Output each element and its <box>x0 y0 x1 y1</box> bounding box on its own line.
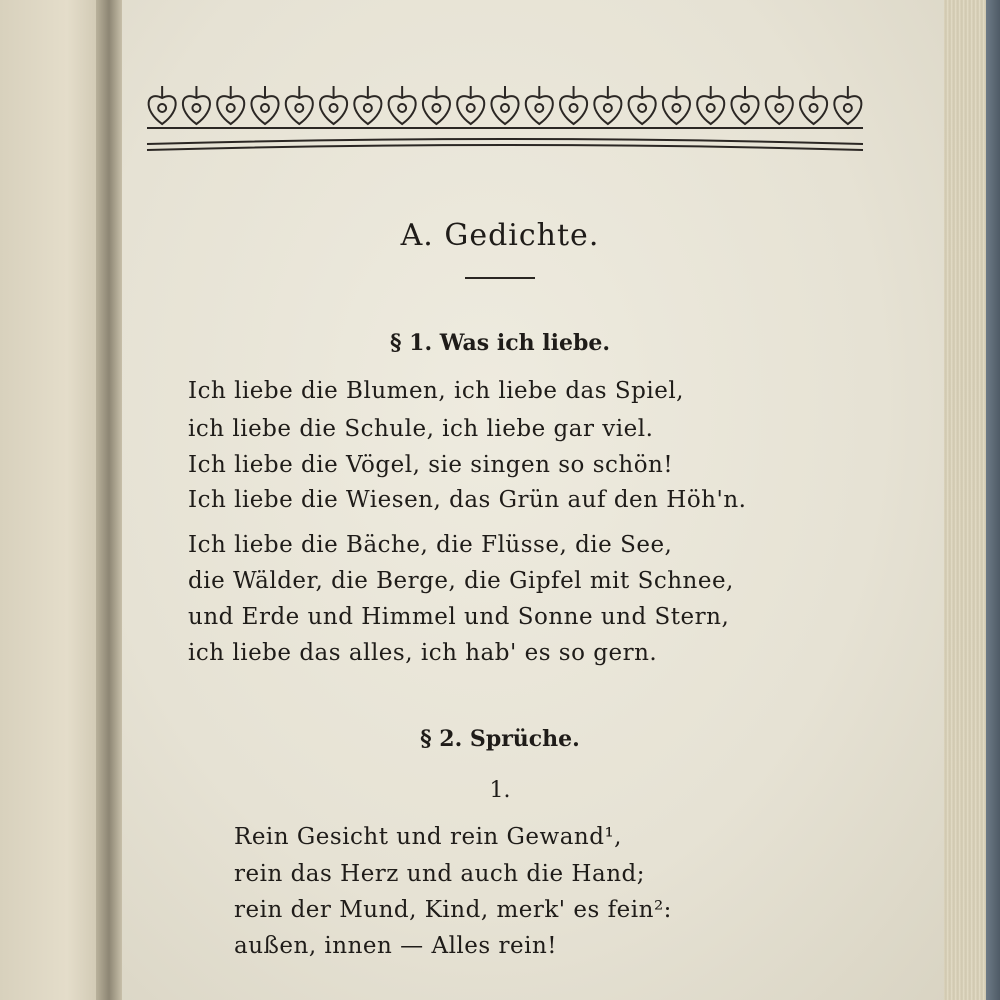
heart-ornament-dot <box>844 104 852 112</box>
heart-ornament-dot <box>192 104 200 112</box>
heart-ornament-dot <box>775 104 783 112</box>
saying-number: 1. <box>489 778 511 803</box>
heart-ornament <box>731 96 758 124</box>
poem-line: ich liebe das alles, ich hab' es so gern. <box>188 640 658 666</box>
heart-ornament-dot <box>432 104 440 112</box>
heart-ornament-dot <box>295 104 303 112</box>
decorative-heart-border <box>145 78 865 163</box>
heart-ornament-dot <box>227 104 235 112</box>
poem-line: Ich liebe die Bäche, die Flüsse, die See, <box>188 532 673 558</box>
poem-line: Ich liebe die Blumen, ich liebe das Spiel, <box>188 378 684 404</box>
heart-ornament-dot <box>398 104 406 112</box>
heart-ornament <box>354 96 381 124</box>
heart-ornament <box>251 96 278 124</box>
heart-ornament-dot <box>330 104 338 112</box>
book-cover-edge <box>986 0 1000 1000</box>
heart-ornament <box>594 96 621 124</box>
heart-ornament-dot <box>467 104 475 112</box>
heart-ornament <box>217 96 244 124</box>
saying-line: rein das Herz und auch die Hand; <box>234 861 645 887</box>
section-1-heading: § 1. Was ich liebe. <box>389 330 611 356</box>
section-2-heading: § 2. Sprüche. <box>420 726 580 752</box>
heart-ornament <box>560 96 587 124</box>
poem-line: und Erde und Himmel und Sonne und Stern, <box>188 604 730 630</box>
saying-line: außen, innen — Alles rein! <box>234 933 558 959</box>
heart-ornament <box>526 96 553 124</box>
book-gutter <box>96 0 122 1000</box>
poem-line: ich liebe die Schule, ich liebe gar viel. <box>188 416 654 442</box>
heart-ornament-dot <box>570 104 578 112</box>
heart-ornament <box>663 96 690 124</box>
heart-ornament-dot <box>810 104 818 112</box>
heart-ornament-dot <box>638 104 646 112</box>
heart-ornament <box>457 96 484 124</box>
heart-ornament <box>149 96 176 124</box>
heart-ornament <box>389 96 416 124</box>
poem-line: Ich liebe die Wiesen, das Grün auf den Höh'n. <box>188 487 747 513</box>
saying-line: Rein Gesicht und rein Gewand¹, <box>234 824 622 850</box>
heart-ornament <box>423 96 450 124</box>
poem-line: die Wälder, die Berge, die Gipfel mit Schnee, <box>188 568 734 594</box>
heart-ornament <box>320 96 347 124</box>
heart-ornament-dot <box>741 104 749 112</box>
heart-ornament <box>697 96 724 124</box>
heart-ornament-dot <box>535 104 543 112</box>
heart-ornament <box>629 96 656 124</box>
heart-ornament-dot <box>604 104 612 112</box>
heart-ornament <box>800 96 827 124</box>
heart-ornament <box>491 96 518 124</box>
heart-ornament <box>766 96 793 124</box>
chapter-title: A. Gedichte. <box>400 218 600 253</box>
heart-ornament-dot <box>364 104 372 112</box>
heart-ornament-dot <box>707 104 715 112</box>
heart-ornament-dot <box>501 104 509 112</box>
heart-ornament-dot <box>261 104 269 112</box>
heart-ornament-dot <box>158 104 166 112</box>
saying-line: rein der Mund, Kind, merk' es fein²: <box>234 897 672 923</box>
heart-ornament <box>834 96 861 124</box>
title-divider <box>465 277 535 279</box>
heart-ornament <box>183 96 210 124</box>
heart-ornament <box>286 96 313 124</box>
heart-ornament-dot <box>672 104 680 112</box>
poem-line: Ich liebe die Vögel, sie singen so schön! <box>188 452 674 478</box>
